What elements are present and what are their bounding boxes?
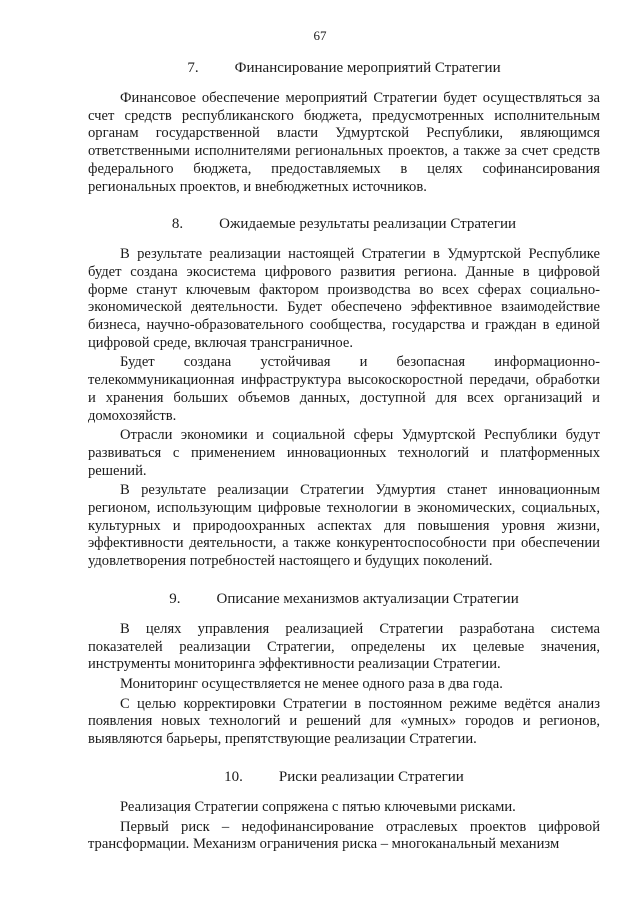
section-title: Риски реализации Стратегии: [278, 768, 464, 785]
section-9: [88, 589, 600, 749]
paragraph: В целях управления реализацией Стратегии разработана система показателей реализации Стратегии, определены их целевые значения, инструменты мониторинга эффективности реализации Стратегии.: [88, 620, 600, 673]
paragraph: В результате реализации настоящей Стратегии в Удмуртской Республике будет создана экосистема цифрового развития региона. Данные в цифровой форме станут ключевым фактором производства во всех сферах социально-экономической деятельности. Будет обеспечено эффективное взаимодействие бизнеса, научно-образовательного сообщества, государства и граждан в единой цифровой среде, включая трансграничное.: [88, 246, 600, 351]
section-title: Описание механизмов актуализации Стратегии: [216, 590, 519, 607]
section-heading: [88, 214, 600, 234]
section-10: [88, 767, 600, 854]
section-8: [88, 214, 600, 571]
page-number: 67: [313, 28, 327, 43]
paragraph: Мониторинг осуществляется не менее одного раза в два года.: [120, 675, 503, 692]
paragraph: Реализация Стратегии сопряжена с пятью ключевыми рисками.: [120, 798, 516, 815]
paragraph: В результате реализации Стратегии Удмуртия станет инновационным регионом, использующим цифровые технологии в экономических, социальных, культурных и природоохранных аспектах для повышения уровня жизни, эффективности деятельности, а также конкурентоспособности при обеспечении удовлетворения потребностей настоящего и будущих поколений.: [88, 482, 600, 570]
section-title: Ожидаемые результаты реализации Стратегии: [219, 216, 517, 233]
section-number: 8.: [171, 216, 184, 233]
paragraph: Первый риск – недофинансирование отраслевых проектов цифровой трансформации. Механизм ограничения риска – многоканальный механизм: [88, 818, 600, 853]
section-number: 9.: [169, 590, 181, 607]
paragraph: Отрасли экономики и социальной сферы Удмуртской Республики будут развиваться с применением инновационных технологий и платформенных решений.: [88, 427, 600, 479]
paragraph: С целью корректировки Стратегии в постоянном режиме ведётся анализ появления новых технологий и решений для «умных» городов и регионов, выявляются барьеры, препятствующие реализации Стратегии.: [88, 695, 600, 748]
section-heading: [88, 767, 600, 787]
section-7: [88, 58, 600, 196]
section-heading: [88, 58, 600, 78]
section-number: 10.: [224, 768, 243, 785]
section-number: 7.: [187, 60, 199, 76]
paragraph: Финансовое обеспечение мероприятий Стратегии будет осуществляться за счет средств республиканского бюджета, предусмотренных исполнительным органам государственной власти Удмуртской Республики, являющимся ответственными исполнителями региональных проектов, а также за счет средств федерального бюджета, предоставляемых в целях софинансирования региональных проектов, и внебюджетных источников.: [88, 90, 600, 195]
paragraph: Будет создана устойчивая и безопасная информационно-телекоммуникационная инфраструктура высокоскоростной передачи, обработки и хранения больших объемов данных, доступной для всех организаций и домохозяйств.: [88, 354, 600, 424]
document-body: [88, 58, 600, 872]
section-title: Финансирование мероприятий Стратегии: [234, 60, 501, 76]
section-heading: [88, 589, 600, 609]
